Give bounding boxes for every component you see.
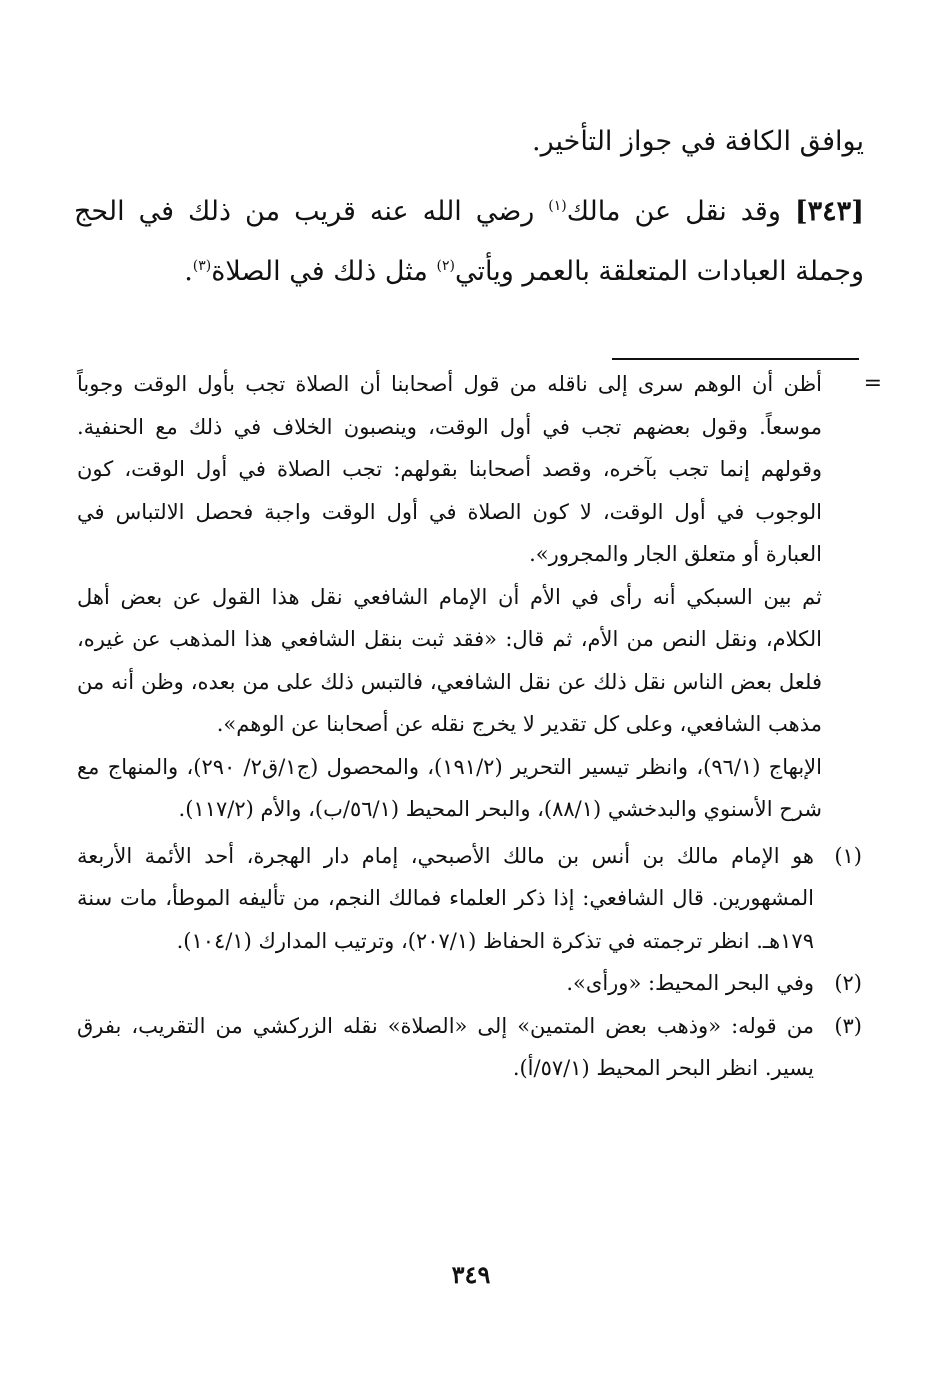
footnotes-section [77, 363, 882, 1090]
footnote-continuation-text: أظن أن الوهم سرى إلى ناقله من قول أصحابنا أن الصلاة تجب بأول الوقت وجوباً موسعاً. وقول بعضهم تجب في أول الوقت، وينصبون الخلاف في ذلك مع الحنفية. وقولهم إنما تجب بآخره، وقصد أصحابنا بقولهم: تجب الصلاة في أول الوقت، كون الوجوب في أول الوقت، لا كون الصلاة في أول الوقت واجبة فحصل الالتباس في العبارة أو متعلق الجار والمجرور». [77, 372, 822, 566]
footnote-3 [77, 1005, 862, 1090]
footnote-ref-1: (١) [548, 198, 567, 214]
footnote-number: (١) [834, 843, 862, 868]
footnote-text: من قوله: «وذهب بعض المتمين» إلى «الصلاة» نقله الزركشي من التقريب، بفرق يسير. انظر البحر المحيط (٥٧/١/أ). [77, 1013, 814, 1080]
paragraph-text-c: مثل ذلك في الصلاة [211, 256, 428, 287]
footnote-number: (٢) [834, 971, 862, 995]
continuation-mark: = [863, 371, 882, 396]
footnote-continuation-1 [77, 363, 882, 576]
paragraph-343 [74, 182, 864, 302]
footnote-continuation-3: الإبهاج (٩٦/١)، وانظر تيسير التحرير (١٩١/٢)، والمحصول (ج١/ق٢/ ٢٩٠)، والمنهاج مع شرح الأسنوي والبدخشي (٨٨/١)، والبحر المحيط (٥٦/١/ب)، والأم (١١٧/٢). [77, 754, 822, 821]
footnote-separator [612, 358, 859, 360]
main-text-line [74, 112, 864, 172]
footnote-2 [77, 962, 862, 1005]
paragraph-text-a: وقد نقل عن مالك [566, 196, 781, 227]
page-number: ٣٤٩ [451, 1260, 491, 1289]
paragraph-text-d: . [184, 256, 193, 287]
footnote-continuation-2: ثم بين السبكي أنه رأى في الأم أن الإمام الشافعي نقل هذا القول عن بعض أهل الكلام، ونقل النص من الأم، ثم قال: «فقد ثبت بنقل الشافعي هذا المذهب عن غيره، فلعل بعض الناس نقل ذلك عن نقل الشافعي، فالتبس ذلك على من بعده، وظن أنه من مذهب الشافعي، وعلى كل تقدير لا يخرج نقله عن أصحابنا عن الوهم». [77, 584, 822, 736]
paragraph-number: [٣٤٣] [794, 196, 864, 227]
footnote-ref-2: (٢) [436, 258, 455, 274]
footnote-text: هو الإمام مالك بن أنس بن مالك الأصبحي، إمام دار الهجرة، أحد الأئمة الأربعة المشهورين. قال الشافعي: إذا ذكر العلماء فمالك النجم، من تأليفه الموطأ، مات سنة ١٧٩هـ. انظر ترجمته في تذكرة الحفاظ (٢٠٧/١)، وترتيب المدارك (١٠٤/١). [77, 843, 814, 953]
paragraph-text-b: رضي الله عنه قريب من ذلك في الحج وجملة العبادات المتعلقة بالعمر ويأتي [74, 196, 864, 287]
footnote-text: وفي البحر المحيط: «ورأى». [566, 971, 814, 995]
main-paragraph [74, 182, 864, 302]
footnote-ref-3: (٣) [192, 258, 212, 274]
footnote-1 [77, 835, 862, 963]
footnote-number: (٣) [834, 1013, 862, 1038]
continuation-sentence: يوافق الكافة في جواز التأخير. [532, 126, 864, 157]
